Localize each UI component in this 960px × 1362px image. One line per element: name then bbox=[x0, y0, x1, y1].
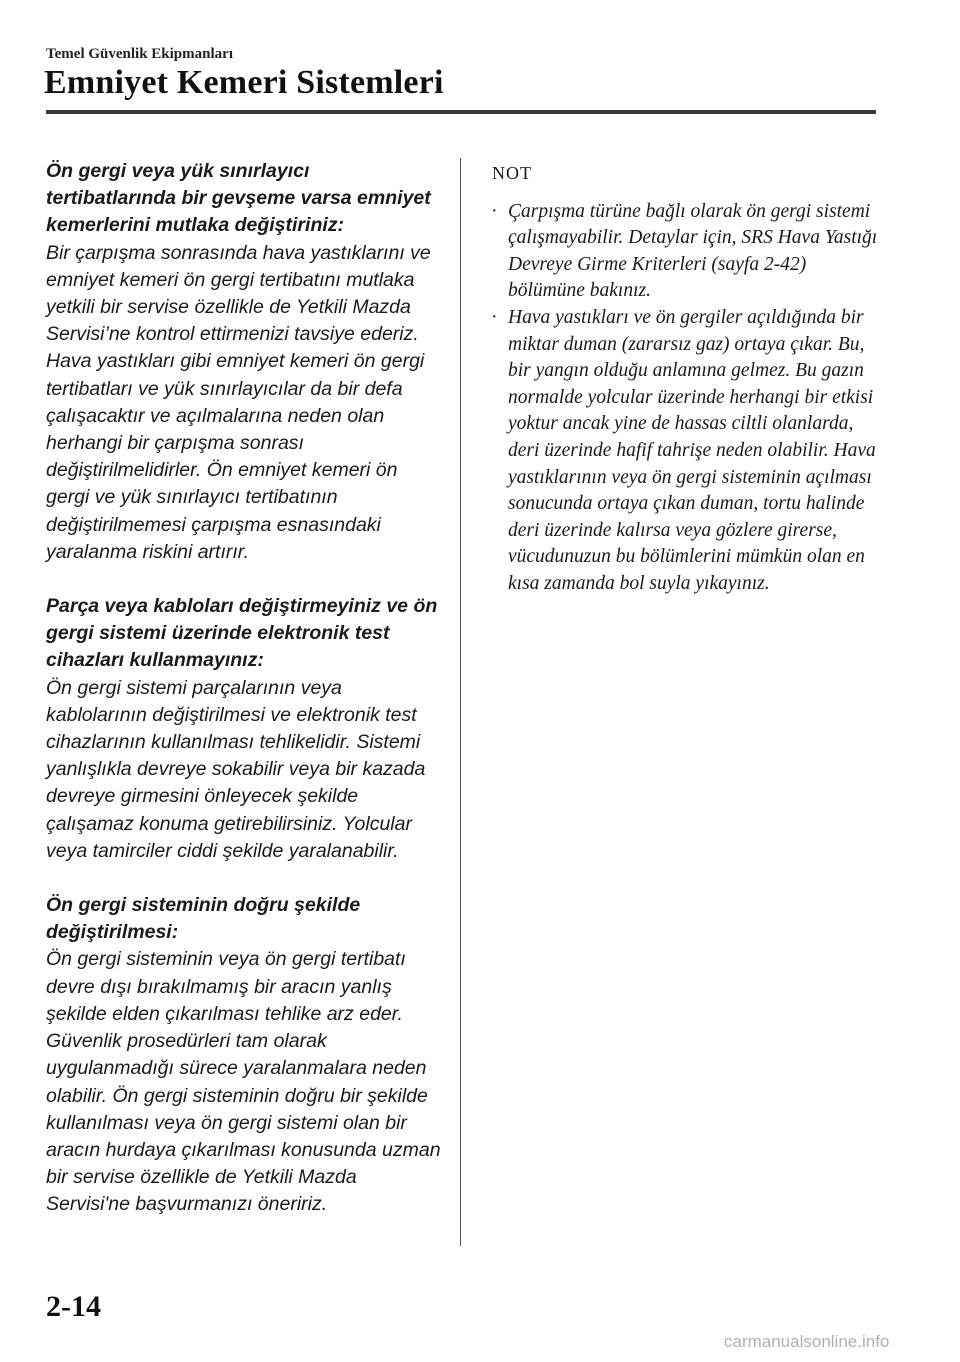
warning-block bbox=[46, 892, 442, 1218]
bullet-icon: · bbox=[491, 200, 498, 222]
warning-body: Bir çarpışma sonrasında hava yastıklarını ve emniyet kemeri ön gergi tertibatını mutlaka yetkili bir servise özellikle de Yetkili Mazda Servisi’ne kontrol ettirmenizi tavsiye ederiz. Hava yastıkları gibi emniyet kemeri ön gergi tertibatları ve yük sınırlayıcılar da bir defa çalışacaktır ve açılmalarına neden olan herhangi bir çarpışma sonrası değiştirilmelidirler. Ön emniyet kemeri ön gergi ve yük sınırlayıcı tertibatının değiştirilmemesi çarpışma esnasındaki yaralanma riskini artırır. bbox=[46, 241, 431, 563]
page-number: 2-14 bbox=[46, 1290, 101, 1323]
note-list bbox=[488, 199, 878, 598]
header-divider bbox=[46, 110, 876, 114]
note-item-text: Çarpışma türüne bağlı olarak ön gergi sistemi çalışmayabilir. Detaylar için, SRS Hava Yastığı Devreye Girme Kriterleri (sayfa 2-42) bölümüne bakınız. bbox=[508, 200, 878, 302]
warning-body: Ön gergi sistemi parçalarının veya kablolarının değiştirilmesi ve elektronik test cihazlarının kullanılması tehlikelidir. Sistemi yanlışlıkla devreye sokabilir veya bir kazada devreye girmesini önleyecek şekilde çalışamaz konuma getirebilirsiniz. Yolcular veya tamirciler ciddi şekilde yaralanabilir. bbox=[46, 676, 426, 862]
warning-heading: Ön gergi veya yük sınırlayıcı tertibatlarında bir gevşeme varsa emniyet kemerlerini mutlaka değiştiriniz: bbox=[46, 160, 431, 237]
note-item bbox=[488, 305, 878, 598]
warning-block bbox=[46, 593, 442, 865]
note-item-text: Hava yastıkları ve ön gergiler açıldığında bir miktar duman (zararsız gaz) ortaya çıkar. Bu, bir yangın olduğu anlamına gelmez. Bu gazın normalde yolcular üzerinde herhangi bir etkisi yoktur ancak yine de hassas ciltli olanlarda, deri üzerinde hafif tahrişe neden olabilir. Hava yastıklarının veya ön gergi sisteminin açılması sonucunda ortaya çıkan duman, tortu halinde deri üzerinde kalırsa veya gözlere girerse, vücudunuzun bu bölümlerini mümkün olan en kısa zamanda bol suyla yıkayınız. bbox=[508, 306, 876, 594]
watermark: carmanualsonline.info bbox=[724, 1332, 890, 1351]
note-item bbox=[488, 199, 878, 305]
warning-block bbox=[46, 158, 442, 566]
warning-heading: Ön gergi sisteminin doğru şekilde değiştirilmesi: bbox=[46, 894, 361, 944]
section-label: Temel Güvenlik Ekipmanları bbox=[46, 46, 233, 62]
warning-column bbox=[46, 158, 442, 1246]
page-title: Emniyet Kemeri Sistemleri bbox=[44, 64, 444, 101]
warning-heading: Parça veya kabloları değiştirmeyiniz ve ön gergi sistemi üzerinde elektronik test cihazları kullanmayınız: bbox=[46, 595, 438, 672]
column-divider bbox=[460, 158, 461, 1246]
bullet-icon: · bbox=[491, 306, 498, 328]
note-column bbox=[488, 160, 878, 598]
warning-body: Ön gergi sisteminin veya ön gergi tertibatı devre dışı bırakılmamış bir aracın yanlış şekilde elden çıkarılması tehlike arz eder. Güvenlik prosedürleri tam olarak uygulanmadığı sürece yaralanmalara neden olabilir. Ön gergi sisteminin doğru bir şekilde kullanılması veya ön gergi sistemi olan bir aracın hurdaya çıkarılması konusunda uzman bir servise özellikle de Yetkili Mazda Servisi'ne başvurmanızı öneririz. bbox=[46, 948, 441, 1216]
note-title: NOT bbox=[492, 163, 532, 183]
